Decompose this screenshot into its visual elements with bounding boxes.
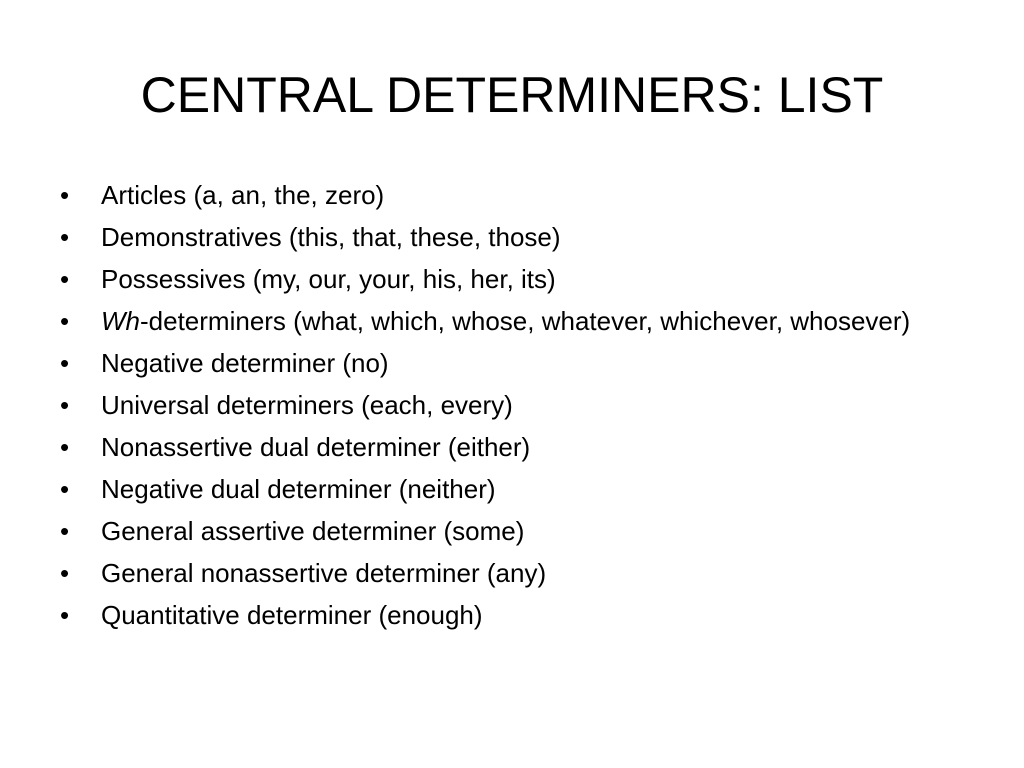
list-item [60, 264, 960, 294]
list-item [60, 306, 960, 336]
bullet-icon: • [60, 516, 70, 546]
list-item [60, 432, 960, 462]
list-item-text: Negative dual determiner (neither) [101, 474, 496, 504]
bullet-icon: • [60, 600, 70, 630]
bullet-icon: • [60, 558, 70, 588]
list-item-text: General assertive determiner (some) [101, 516, 525, 546]
list-item-text: Articles (a, an, the, zero) [101, 180, 385, 210]
bullet-icon: • [60, 306, 70, 336]
list-item-text: General nonassertive determiner (any) [101, 558, 547, 588]
bullet-icon: • [60, 474, 70, 504]
list-item-text: -determiners (what, which, whose, whatever, whichever, whosever) [140, 306, 911, 336]
bullet-list [60, 180, 960, 642]
list-item [60, 180, 960, 210]
bullet-icon: • [60, 390, 70, 420]
list-item-text: Quantitative determiner (enough) [101, 600, 483, 630]
list-item-text: Negative determiner (no) [101, 348, 389, 378]
bullet-icon: • [60, 180, 70, 210]
list-item-text: Nonassertive dual determiner (either) [101, 432, 531, 462]
list-item [60, 222, 960, 252]
list-item [60, 474, 960, 504]
bullet-icon: • [60, 222, 70, 252]
bullet-icon: • [60, 348, 70, 378]
list-item [60, 390, 960, 420]
list-item-text: Possessives (my, our, your, his, her, its) [101, 264, 556, 294]
list-item [60, 600, 960, 630]
slide-title: CENTRAL DETERMINERS: LIST [140, 67, 884, 123]
list-item [60, 558, 960, 588]
list-item-emphasis: Wh [101, 306, 140, 336]
bullet-icon: • [60, 432, 70, 462]
list-item-text: Universal determiners (each, every) [101, 390, 513, 420]
list-item-text: Demonstratives (this, that, these, those) [101, 222, 561, 252]
list-item [60, 516, 960, 546]
list-item [60, 348, 960, 378]
bullet-icon: • [60, 264, 70, 294]
